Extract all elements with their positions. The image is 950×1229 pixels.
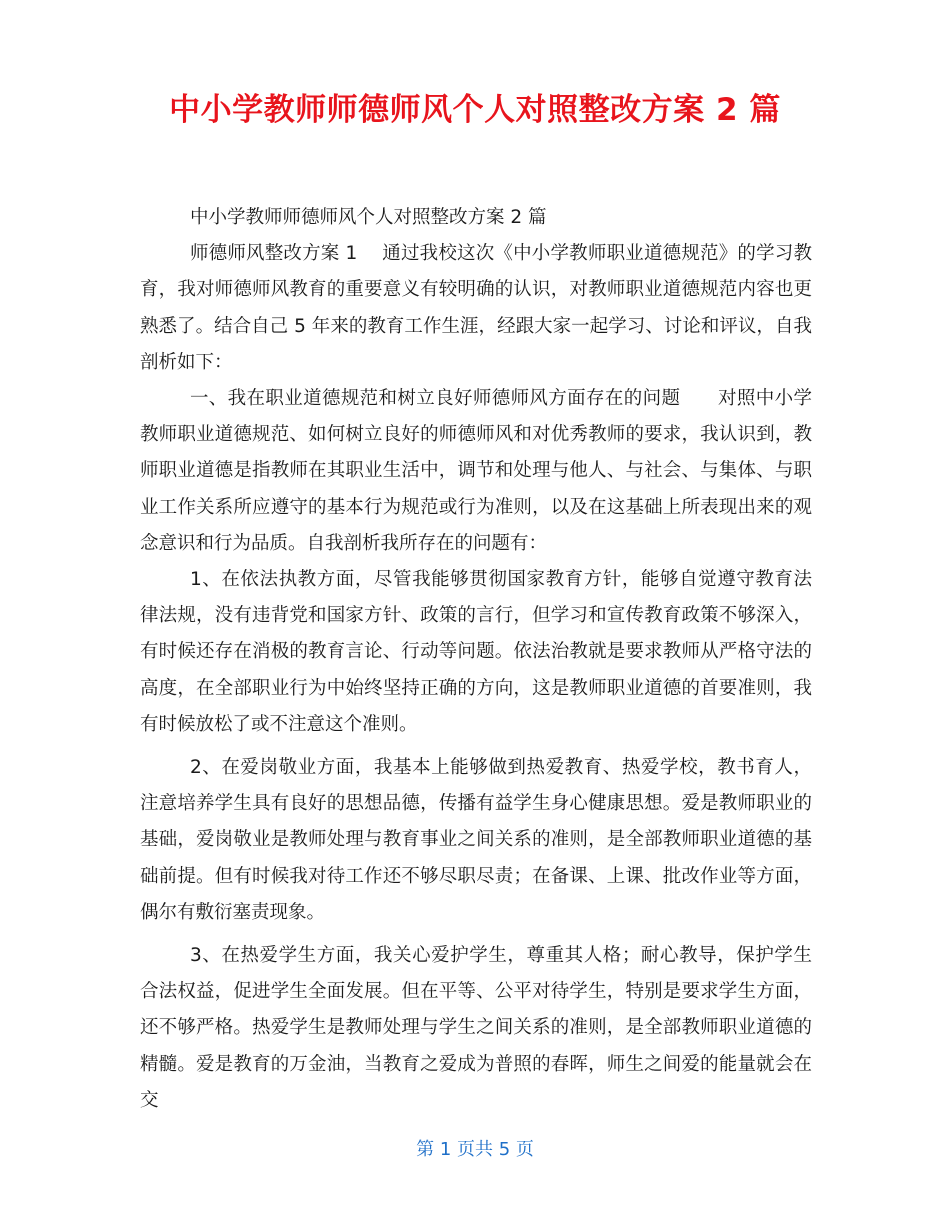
point-two-paragraph: 2、在爱岗敬业方面，我基本上能够做到热爱教育、热爱学校，教书育人，注意培养学生具有良好的思想品德，传播有益学生身心健康思想。爱是教师职业的基础，爱岗敬业是教师处理与教育事业之间关系的准则，是全部教师职业道德的基础前提。但有时候我对待工作还不够尽职尽责；在备课、上课、批改作业等方面，偶尔有敷衍塞责现象。: [140, 757, 812, 923]
page-footer: 第 1 页共 5 页: [416, 1139, 534, 1160]
subtitle-paragraph: 中小学教师师德师风个人对照整改方案 2 篇: [189, 207, 547, 228]
section-one-paragraph: 一、我在职业道德规范和树立良好师德师风方面存在的问题 对照中小学教师职业道德规范、如何树立良好的师德师风和对优秀教师的要求，我认识到，教师职业道德是指教师在其职业生活中，调节和处理与他人、与社会、与集体、与职业工作关系所应遵守的基本行为规范或行为准则，以及在这基础上所表现出来的观念意识和行为品质。自我剖析我所存在的问题有：: [140, 388, 812, 554]
document-body: [140, 200, 812, 1119]
point-one-paragraph: 1、在依法执教方面，尽管我能够贯彻国家教育方针，能够自觉遵守教育法律法规，没有违背党和国家方针、政策的言行，但学习和宣传教育政策不够深入，有时候还存在消极的教育言论、行动等问题。依法治教就是要求教师从严格守法的高度，在全部职业行为中始终坚持正确的方向，这是教师职业道德的首要准则，我有时候放松了或不注意这个准则。: [140, 569, 812, 735]
document-title: 中小学教师师德师风个人对照整改方案 2 篇: [169, 92, 781, 128]
point-three-paragraph: 3、在热爱学生方面，我关心爱护学生，尊重其人格；耐心教导，保护学生合法权益，促进学生全面发展。但在平等、公平对待学生，特别是要求学生方面，还不够严格。热爱学生是教师处理与学生之间关系的准则，是全部教师职业道德的精髓。爱是教育的万金油，当教育之爱成为普照的春晖，师生之间爱的能量就会在交: [140, 945, 812, 1111]
intro-paragraph: 师德师风整改方案 1 通过我校这次《中小学教师职业道德规范》的学习教育，我对师德师风教育的重要意义有较明确的认识，对教师职业道德规范内容也更熟悉了。结合自己 5 年来的教育工作生涯，经跟大家一起学习、讨论和评议，自我剖析如下：: [140, 243, 812, 373]
